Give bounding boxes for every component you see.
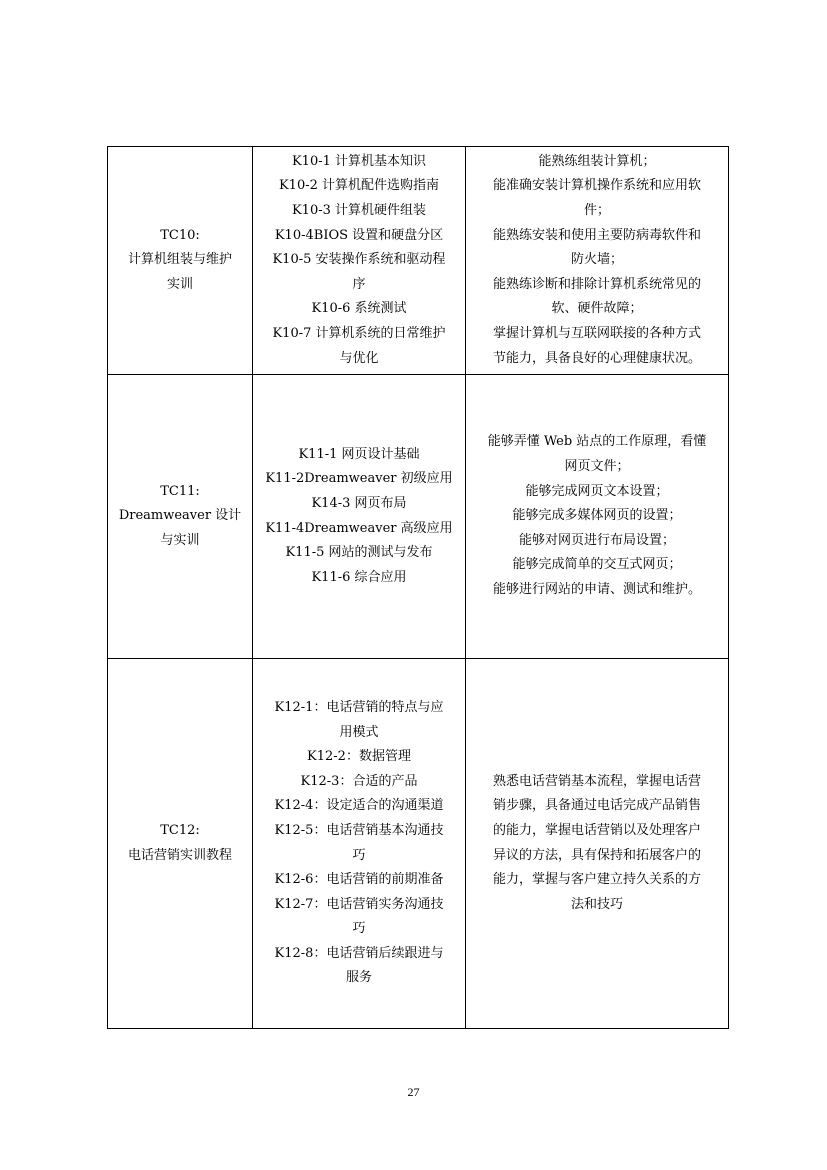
text-line: 法和技巧: [570, 896, 623, 912]
ability-cell: [466, 147, 729, 375]
text-line: 实训: [166, 276, 193, 292]
text-line: 能熟练诊断和排除计算机系统常见的: [492, 276, 701, 292]
text-line: 销步骤，具备通过电话完成产品销售: [492, 798, 701, 814]
text-line: K11-1 网页设计基础: [298, 446, 420, 462]
table-row: [108, 147, 729, 375]
ability-cell: [466, 375, 729, 659]
text-line: Dreamweaver 设计: [118, 508, 242, 524]
text-line: 巧: [352, 921, 366, 937]
text-line: 异议的方法，具有保持和拓展客户的: [492, 847, 701, 863]
text-line: K10-4BIOS 设置和硬盘分区: [274, 227, 444, 243]
text-line: 网页文件；: [564, 459, 630, 475]
knowledge-cell: [253, 659, 466, 1029]
text-line: 掌握计算机与互联网联接的各种方式: [492, 325, 701, 341]
text-line: K10-7 计算机系统的日常维护: [272, 325, 446, 341]
text-line: 与实训: [160, 532, 200, 548]
text-line: 能够对网页进行布局设置；: [518, 532, 675, 548]
text-line: 服务: [345, 970, 372, 986]
text-line: 能力，掌握与客户建立持久关系的方: [492, 872, 701, 888]
text-line: 的能力，掌握电话营销以及处理客户: [492, 822, 701, 838]
text-line: 能熟练组装计算机；: [538, 153, 656, 169]
text-line: 熟悉电话营销基本流程，掌握电话营: [492, 773, 701, 789]
text-line: K14-3 网页布局: [311, 495, 407, 511]
text-line: K10-1 计算机基本知识: [291, 153, 427, 169]
text-line: K10-2 计算机配件选购指南: [278, 178, 440, 194]
text-line: 能准确安装计算机操作系统和应用软: [492, 178, 701, 194]
table-row: [108, 659, 729, 1029]
text-line: K12-6：电话营销的前期准备: [274, 872, 444, 888]
knowledge-cell: [253, 147, 466, 375]
text-line: K12-5：电话营销基本沟通技: [274, 822, 444, 838]
text-line: 电话营销实训教程: [127, 847, 232, 863]
text-line: K12-4：设定适合的沟通渠道: [274, 798, 444, 814]
text-line: 计算机组装与维护: [127, 252, 232, 268]
course-cell: [108, 375, 253, 659]
text-line: TC11:: [160, 483, 200, 499]
text-line: K12-2：数据管理: [307, 749, 411, 765]
text-line: K12-8：电话营销后续跟进与: [274, 945, 444, 961]
text-line: K10-6 系统测试: [311, 301, 407, 317]
text-line: K12-3：合适的产品: [300, 773, 418, 789]
text-line: 件；: [583, 203, 610, 219]
text-line: K12-7：电话营销实务沟通技: [274, 896, 444, 912]
ability-cell: [466, 659, 729, 1029]
text-line: K11-4Dreamweaver 高级应用: [265, 520, 453, 536]
text-line: 与优化: [339, 350, 379, 366]
text-line: K10-3 计算机硬件组装: [291, 203, 427, 219]
course-table: [107, 146, 729, 1029]
text-line: 节能力，具备良好的心理健康状况。: [492, 350, 701, 366]
text-line: K11-6 综合应用: [311, 569, 407, 585]
text-line: 能熟练安装和使用主要防病毒软件和: [492, 227, 701, 243]
page-number: 27: [407, 1085, 420, 1099]
text-line: 能够进行网站的申请、测试和维护。: [492, 581, 701, 597]
text-line: TC12:: [160, 822, 200, 838]
course-cell: [108, 147, 253, 375]
text-line: K12-1：电话营销的特点与应: [274, 699, 444, 715]
text-line: 软、硬件故障；: [551, 301, 643, 317]
text-line: K10-5 安装操作系统和驱动程: [272, 252, 446, 268]
text-line: 能够完成多媒体网页的设置；: [512, 508, 682, 524]
text-line: 巧: [352, 847, 366, 863]
table-row: [108, 375, 729, 659]
course-cell: [108, 659, 253, 1029]
text-line: K11-2Dreamweaver 初级应用: [265, 471, 453, 487]
text-line: K11-5 网站的测试与发布: [285, 545, 433, 561]
text-line: 用模式: [339, 724, 379, 740]
text-line: 能够弄懂 Web 站点的工作原理，看懂: [487, 434, 707, 450]
text-line: TC10:: [160, 227, 200, 243]
text-line: 能够完成简单的交互式网页；: [512, 557, 682, 573]
text-line: 能够完成网页文本设置；: [525, 483, 669, 499]
knowledge-cell: [253, 375, 466, 659]
text-line: 序: [352, 276, 366, 292]
text-line: 防火墙；: [570, 252, 623, 268]
